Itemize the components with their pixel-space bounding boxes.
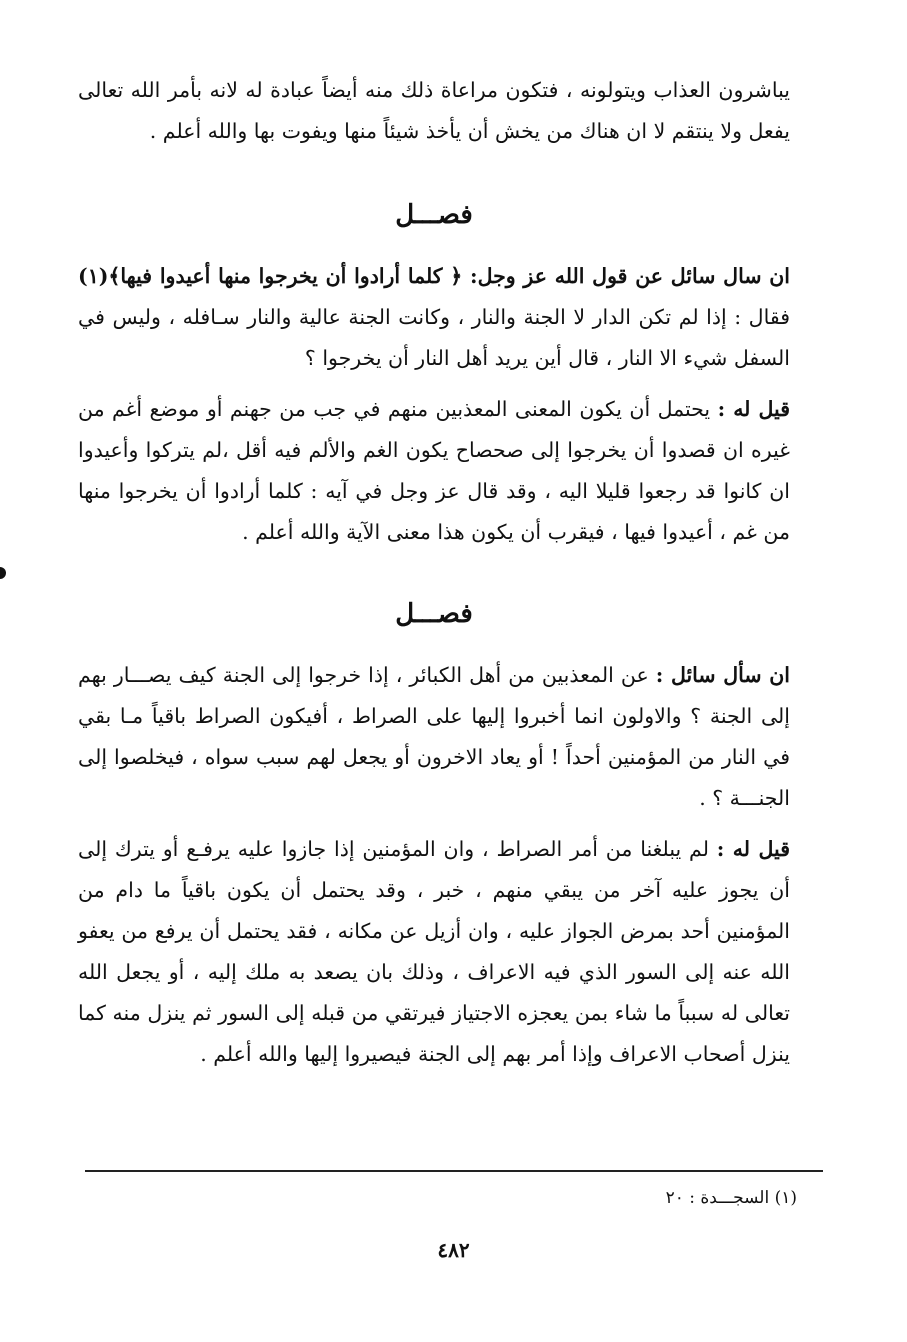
- section2-question-body: عن المعذبين من أهل الكبائر ، إذا خرجوا إلى الجنة كيف يصـــار بهم إلى الجنة ؟ والاولون انما أخبروا إليها على الصراط ، أفيكون الصراط باقياً مـا بقي في النار من المؤمنين أحداً ! أو يعاد الاخرون أو يجعل لهم سبب سواه ، فيخلصوا إلى الجنـــة ؟ .: [78, 663, 790, 810]
- section-heading-1: فصـــل: [395, 200, 473, 230]
- page-number: ٤٨٢: [437, 1238, 470, 1262]
- section1-question-body: فقال : إذا لم تكن الدار لا الجنة والنار ، وكانت الجنة عالية والنار سـافله ، وليس في السفل شيء الا النار ، قال أين يريد أهل النار أن يخرجوا ؟: [78, 305, 790, 370]
- section2-answer: [78, 829, 790, 1075]
- intro-paragraph: يباشرون العذاب ويتولونه ، فتكون مراعاة ذلك منه أيضاً عبادة له لانه بأمر الله تعالى يفعل ولا ينتقم لا ان هناك من يخش أن يأخذ شيئاً منها ويفوت بها والله أعلم .: [78, 78, 790, 143]
- section1-answer-lead: قيل له :: [717, 397, 790, 421]
- section-heading-2: فصـــل: [395, 599, 473, 629]
- page-body: [78, 70, 790, 1075]
- section2-answer-lead: قيل له :: [716, 837, 790, 861]
- scan-edge-mark: [0, 567, 6, 579]
- section1-answer: [78, 389, 790, 553]
- section2-answer-body: لم يبلغنا من أمر الصراط ، وان المؤمنين إذا جازوا عليه يرفـع أو يترك إلى أن يجوز عليه آخر من يبقي منهم ، خبر ، وقد يحتمل أن يكون باقياً ما دام من المؤمنين أحد بمرض الجواز عليه ، وان أزيل عن مكانه ، فقد يحتمل أن يرفع من يعفو الله عنه إلى السور الذي فيه الاعراف ، وذلك بان يصعد به ملك إليه ، أو يجعل الله تعالى له سبباً ما شاء بمن يعجزه الاجتياز فيرتقي من قبله إلى السور ثم ينزل منه كما ينزل أصحاب الاعراف وإذا أمر بهم إلى الجنة فيصيروا إليها والله أعلم .: [78, 837, 790, 1066]
- section1-question-lead: ان سال سائل عن قول الله عز وجل: ﴿ كلما أرادوا أن يخرجوا منها أعيدوا فيها﴾(١): [78, 264, 790, 288]
- footnote: (١) السجـــدة : ٢٠: [665, 1188, 797, 1208]
- section2-question-lead: ان سأل سائل :: [655, 663, 790, 687]
- section1-answer-body: يحتمل أن يكون المعنى المعذبين منهم في جب من جهنم أو موضع أغم من غيره ان قصدوا أن يخرجوا إلى صحصاح يكون الغم والألم فيه أقل ،لم يتركوا وأعيدوا ان كانوا قد رجعوا قليلا اليه ، وقد قال عز وجل في آيه : كلما أرادوا أن يخرجوا منها من غم ، أعيدوا فيها ، فيقرب أن يكون هذا معنى الآية والله أعلم .: [78, 397, 790, 544]
- section2-question: [78, 655, 790, 819]
- footnote-divider: [85, 1170, 823, 1172]
- section1-question: [78, 256, 790, 379]
